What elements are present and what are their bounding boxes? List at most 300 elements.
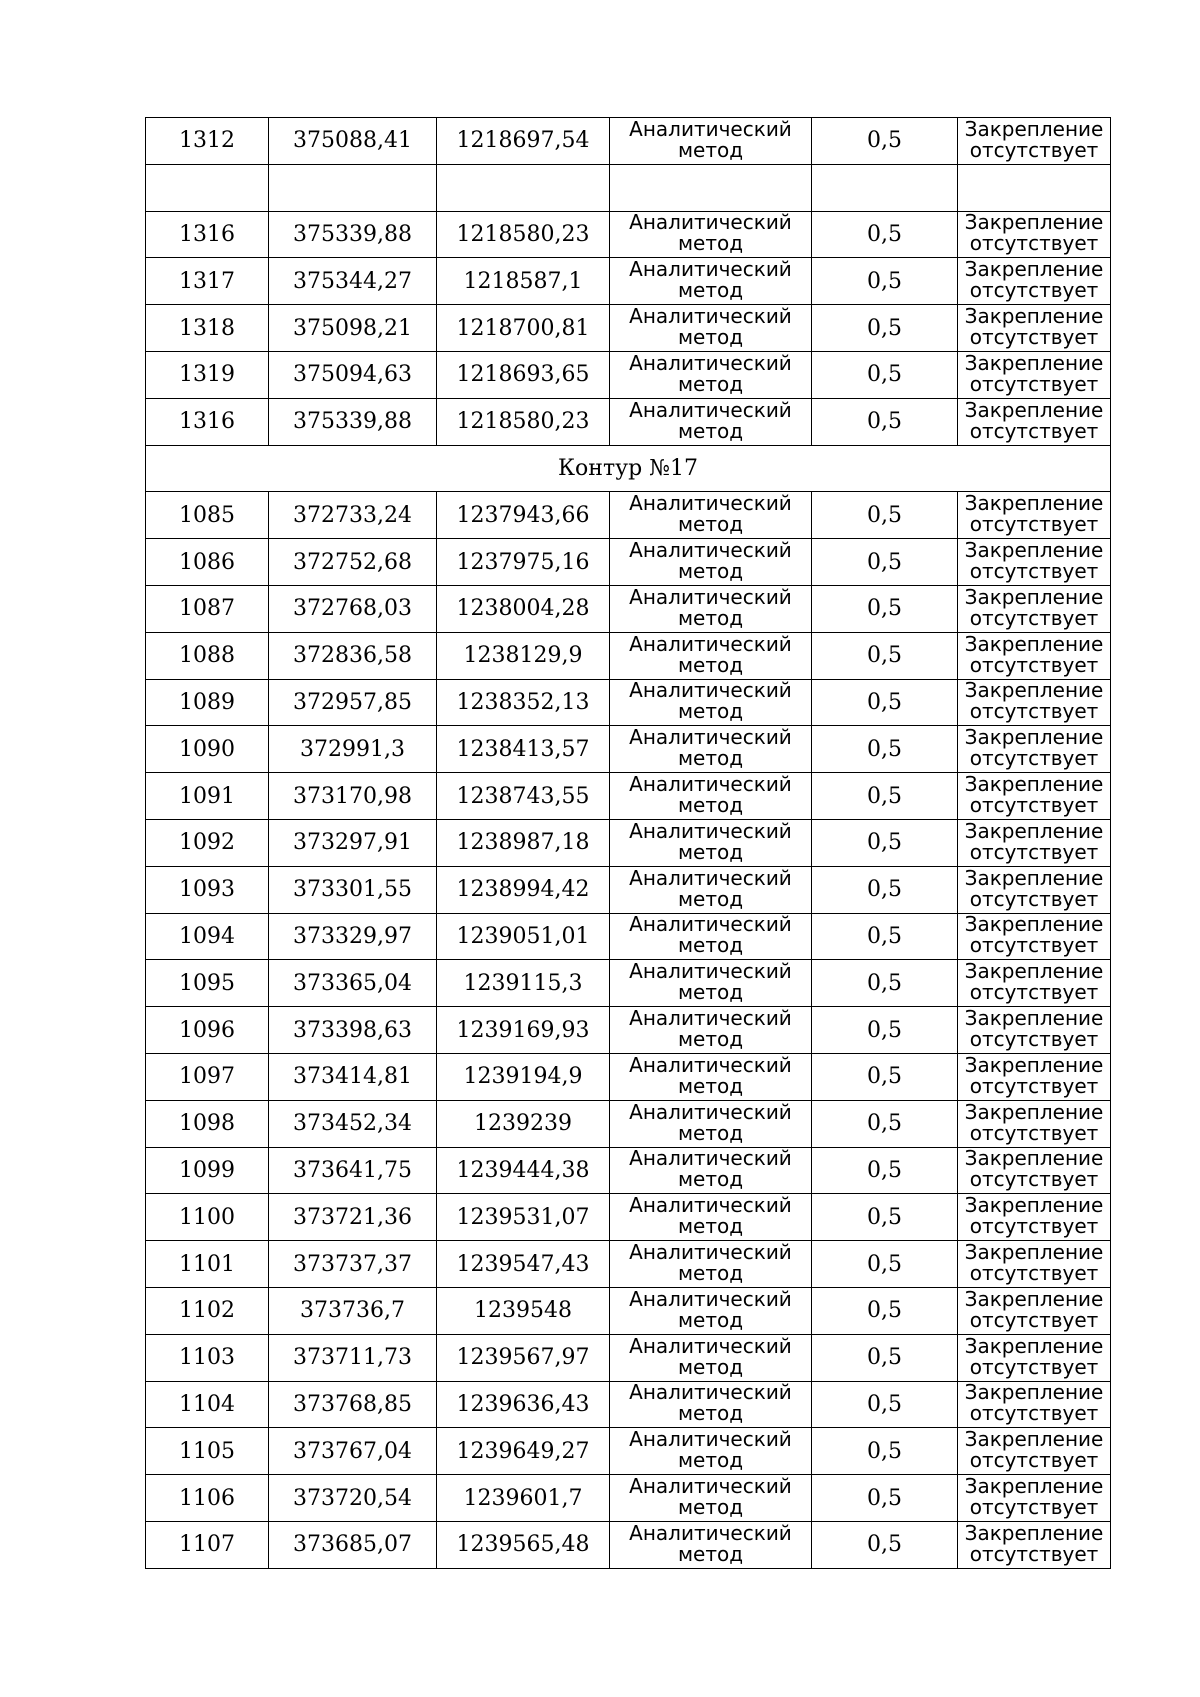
accuracy-cell: 0,5 [812,1007,958,1054]
method-line-1: Аналитический [629,538,792,563]
method-line-1: Аналитический [629,1474,792,1498]
table-row [146,1381,1111,1428]
x-coordinate-cell: 373720,54 [269,1475,437,1522]
table-row [146,1521,1111,1568]
y-coordinate-cell: 1218580,23 [437,398,610,445]
method-line-2: метод [677,325,744,350]
fixation-cell [958,679,1111,726]
y-coordinate-cell: 1239531,07 [437,1194,610,1241]
y-coordinate-cell: 1238352,13 [437,679,610,726]
method-line-2: метод [677,231,744,256]
method-cell [610,1381,812,1428]
point-number-cell: 1101 [146,1241,269,1288]
fixation-cell [958,773,1111,820]
method-line-1: Аналитический [629,398,792,422]
fixation-cell [958,351,1111,398]
point-number-cell: 1316 [146,398,269,445]
method-cell [610,1100,812,1147]
y-coordinate-cell: 1218587,1 [437,258,610,305]
x-coordinate-cell: 373737,37 [269,1241,437,1288]
method-line-2: метод [677,605,744,630]
fixation-cell [958,632,1111,679]
method-cell [610,305,812,352]
fixation-cell [958,1334,1111,1381]
fixation-line-2: отсутствует [969,278,1099,303]
accuracy-cell: 0,5 [812,1241,958,1288]
table-row [146,258,1111,305]
fixation-line-2: отсутствует [969,699,1099,724]
y-coordinate-cell: 1239169,93 [437,1007,610,1054]
y-coordinate-cell: 1238413,57 [437,726,610,773]
point-number-cell: 1096 [146,1007,269,1054]
y-coordinate-cell: 1239051,01 [437,913,610,960]
method-cell [610,1194,812,1241]
fixation-line-1: Закрепление [964,1521,1104,1545]
method-line-1: Аналитический [629,1053,792,1077]
accuracy-cell: 0,5 [812,1381,958,1428]
y-coordinate-cell: 1218580,23 [437,211,610,258]
method-line-2: метод [677,1073,744,1098]
y-coordinate-cell: 1239636,43 [437,1381,610,1428]
method-line-1: Аналитический [629,1427,792,1452]
fixation-cell [958,118,1111,165]
method-line-2: метод [677,1401,744,1426]
method-cell [610,866,812,913]
method-line-2: метод [677,746,744,771]
x-coordinate-cell: 373641,75 [269,1147,437,1194]
fixation-cell [958,539,1111,586]
method-cell [610,1475,812,1522]
accuracy-cell: 0,5 [812,819,958,866]
method-line-1: Аналитический [629,1521,792,1545]
fixation-cell [958,492,1111,539]
point-number-cell: 1319 [146,351,269,398]
method-line-1: Аналитический [629,1193,792,1218]
point-number-cell: 1102 [146,1287,269,1334]
fixation-cell [958,960,1111,1007]
method-line-1: Аналитический [629,351,792,375]
method-line-1: Аналитический [629,632,792,656]
method-cell [610,960,812,1007]
y-coordinate-cell: 1239565,48 [437,1521,610,1568]
x-coordinate-cell: 372733,24 [269,492,437,539]
table-row [146,913,1111,960]
method-line-2: метод [677,1027,744,1052]
method-cell [610,585,812,632]
fixation-line-1: Закрепление [964,632,1104,656]
accuracy-cell: 0,5 [812,1428,958,1475]
method-line-2: метод [677,980,744,1005]
fixation-line-2: отсутствует [969,933,1099,958]
empty-cell [146,164,269,211]
fixation-cell [958,585,1111,632]
fixation-line-1: Закрепление [964,1193,1104,1218]
fixation-line-2: отсутствует [969,1027,1099,1052]
fixation-cell [958,1475,1111,1522]
point-number-cell: 1092 [146,819,269,866]
table-row [146,1147,1111,1194]
x-coordinate-cell: 373768,85 [269,1381,437,1428]
empty-cell [958,164,1111,211]
table-row [146,960,1111,1007]
method-cell [610,258,812,305]
accuracy-cell: 0,5 [812,585,958,632]
method-line-1: Аналитический [629,1334,792,1358]
table-row [146,1287,1111,1334]
method-line-1: Аналитический [629,211,792,235]
method-cell [610,726,812,773]
empty-cell [269,164,437,211]
fixation-line-2: отсутствует [969,839,1099,864]
y-coordinate-cell: 1239567,97 [437,1334,610,1381]
fixation-line-1: Закрепление [964,1381,1104,1405]
x-coordinate-cell: 375339,88 [269,398,437,445]
point-number-cell: 1085 [146,492,269,539]
table-row [146,305,1111,352]
point-number-cell: 1107 [146,1521,269,1568]
x-coordinate-cell: 372957,85 [269,679,437,726]
method-line-1: Аналитический [629,1240,792,1265]
table-row [146,585,1111,632]
x-coordinate-cell: 373711,73 [269,1334,437,1381]
x-coordinate-cell: 375098,21 [269,305,437,352]
table-row [146,211,1111,258]
y-coordinate-cell: 1218700,81 [437,305,610,352]
fixation-line-2: отсутствует [969,371,1099,396]
fixation-cell [958,1194,1111,1241]
method-line-2: метод [677,886,744,911]
fixation-line-1: Закрепление [964,117,1104,141]
fixation-line-1: Закрепление [964,959,1104,984]
accuracy-cell: 0,5 [812,211,958,258]
x-coordinate-cell: 372752,68 [269,539,437,586]
blank-row [146,164,1111,211]
method-line-2: метод [677,559,744,584]
method-cell [610,913,812,960]
fixation-line-1: Закрепление [964,1240,1104,1265]
fixation-line-2: отсутствует [969,1495,1099,1519]
table-row [146,118,1111,165]
method-cell [610,492,812,539]
fixation-line-1: Закрепление [964,398,1104,422]
point-number-cell: 1088 [146,632,269,679]
point-number-cell: 1099 [146,1147,269,1194]
coordinates-table-body [146,118,1111,1569]
accuracy-cell: 0,5 [812,1475,958,1522]
fixation-line-1: Закрепление [964,1474,1104,1498]
method-cell [610,632,812,679]
y-coordinate-cell: 1238129,9 [437,632,610,679]
x-coordinate-cell: 373414,81 [269,1053,437,1100]
fixation-line-1: Закрепление [964,1100,1104,1124]
method-line-2: метод [677,1261,744,1286]
fixation-line-2: отсутствует [969,1307,1099,1332]
method-line-2: метод [677,699,744,724]
table-row [146,632,1111,679]
method-cell [610,1147,812,1194]
fixation-line-1: Закрепление [964,866,1104,890]
fixation-line-2: отсутствует [969,137,1099,162]
method-line-2: метод [677,1354,744,1379]
fixation-cell [958,1147,1111,1194]
fixation-line-2: отсутствует [969,1167,1099,1192]
x-coordinate-cell: 372768,03 [269,585,437,632]
fixation-line-1: Закрепление [964,913,1104,937]
fixation-line-1: Закрепление [964,351,1104,375]
point-number-cell: 1087 [146,585,269,632]
fixation-line-1: Закрепление [964,1334,1104,1358]
fixation-cell [958,726,1111,773]
fixation-cell [958,1007,1111,1054]
x-coordinate-cell: 375094,63 [269,351,437,398]
y-coordinate-cell: 1237943,66 [437,492,610,539]
method-line-2: метод [677,137,744,162]
method-line-2: метод [677,1541,744,1566]
fixation-line-2: отсутствует [969,793,1099,818]
fixation-line-2: отсутствует [969,1214,1099,1239]
method-line-1: Аналитический [629,679,792,703]
table-row [146,1334,1111,1381]
point-number-cell: 1104 [146,1381,269,1428]
method-line-1: Аналитический [629,257,792,282]
method-line-1: Аналитический [629,117,792,141]
method-cell [610,118,812,165]
accuracy-cell: 0,5 [812,351,958,398]
method-line-2: метод [677,1214,744,1239]
accuracy-cell: 0,5 [812,1521,958,1568]
fixation-line-1: Закрепление [964,1427,1104,1452]
fixation-line-1: Закрепление [964,725,1104,750]
method-cell [610,398,812,445]
fixation-line-2: отсутствует [969,325,1099,350]
x-coordinate-cell: 373170,98 [269,773,437,820]
y-coordinate-cell: 1239649,27 [437,1428,610,1475]
fixation-cell [958,1521,1111,1568]
method-cell [610,1521,812,1568]
method-cell [610,773,812,820]
x-coordinate-cell: 373767,04 [269,1428,437,1475]
method-line-2: метод [677,793,744,818]
fixation-line-2: отсутствует [969,1541,1099,1566]
y-coordinate-cell: 1239444,38 [437,1147,610,1194]
fixation-line-1: Закрепление [964,257,1104,282]
method-line-1: Аналитический [629,1006,792,1031]
fixation-cell [958,1241,1111,1288]
y-coordinate-cell: 1239194,9 [437,1053,610,1100]
method-cell [610,1428,812,1475]
method-line-2: метод [677,1495,744,1519]
fixation-line-1: Закрепление [964,819,1104,843]
fixation-line-2: отсутствует [969,1401,1099,1426]
accuracy-cell: 0,5 [812,305,958,352]
method-line-2: метод [677,512,744,537]
table-row [146,351,1111,398]
coordinates-table [145,117,1111,1569]
y-coordinate-cell: 1238987,18 [437,819,610,866]
y-coordinate-cell: 1237975,16 [437,539,610,586]
x-coordinate-cell: 372991,3 [269,726,437,773]
y-coordinate-cell: 1218697,54 [437,118,610,165]
x-coordinate-cell: 375344,27 [269,258,437,305]
x-coordinate-cell: 373297,91 [269,819,437,866]
fixation-line-1: Закрепление [964,1006,1104,1031]
point-number-cell: 1093 [146,866,269,913]
accuracy-cell: 0,5 [812,1194,958,1241]
empty-cell [812,164,958,211]
method-line-2: метод [677,1167,744,1192]
table-row [146,1475,1111,1522]
method-cell [610,1007,812,1054]
fixation-line-2: отсутствует [969,1448,1099,1473]
method-cell [610,1241,812,1288]
accuracy-cell: 0,5 [812,866,958,913]
point-number-cell: 1106 [146,1475,269,1522]
y-coordinate-cell: 1239548 [437,1287,610,1334]
fixation-cell [958,913,1111,960]
fixation-line-2: отсутствует [969,231,1099,256]
y-coordinate-cell: 1239547,43 [437,1241,610,1288]
table-row [146,819,1111,866]
fixation-line-1: Закрепление [964,772,1104,797]
section-row [146,445,1111,492]
method-line-1: Аналитический [629,304,792,329]
table-row [146,1428,1111,1475]
fixation-cell [958,211,1111,258]
x-coordinate-cell: 373736,7 [269,1287,437,1334]
x-coordinate-cell: 375088,41 [269,118,437,165]
x-coordinate-cell: 372836,58 [269,632,437,679]
x-coordinate-cell: 373721,36 [269,1194,437,1241]
fixation-cell [958,258,1111,305]
accuracy-cell: 0,5 [812,1147,958,1194]
fixation-line-2: отсутствует [969,512,1099,537]
accuracy-cell: 0,5 [812,773,958,820]
table-row [146,398,1111,445]
method-line-2: метод [677,1307,744,1332]
point-number-cell: 1094 [146,913,269,960]
point-number-cell: 1312 [146,118,269,165]
fixation-line-1: Закрепление [964,1287,1104,1311]
table-row [146,726,1111,773]
x-coordinate-cell: 373685,07 [269,1521,437,1568]
y-coordinate-cell: 1239239 [437,1100,610,1147]
table-row [146,1100,1111,1147]
fixation-line-1: Закрепление [964,1147,1104,1171]
y-coordinate-cell: 1239115,3 [437,960,610,1007]
accuracy-cell: 0,5 [812,632,958,679]
accuracy-cell: 0,5 [812,1287,958,1334]
fixation-line-2: отсутствует [969,559,1099,584]
fixation-cell [958,819,1111,866]
fixation-cell [958,866,1111,913]
x-coordinate-cell: 375339,88 [269,211,437,258]
method-line-1: Аналитический [629,1287,792,1311]
fixation-cell [958,305,1111,352]
point-number-cell: 1105 [146,1428,269,1475]
accuracy-cell: 0,5 [812,398,958,445]
fixation-line-2: отсутствует [969,1073,1099,1098]
method-cell [610,351,812,398]
point-number-cell: 1100 [146,1194,269,1241]
section-title: Контур №17 [146,445,1111,492]
accuracy-cell: 0,5 [812,258,958,305]
table-row [146,679,1111,726]
method-line-2: метод [677,1448,744,1473]
method-cell [610,211,812,258]
point-number-cell: 1317 [146,258,269,305]
fixation-line-1: Закрепление [964,1053,1104,1077]
y-coordinate-cell: 1238743,55 [437,773,610,820]
method-line-2: метод [677,1120,744,1145]
empty-cell [437,164,610,211]
fixation-cell [958,1428,1111,1475]
point-number-cell: 1090 [146,726,269,773]
method-line-2: метод [677,933,744,958]
table-row [146,1241,1111,1288]
accuracy-cell: 0,5 [812,679,958,726]
fixation-line-2: отсутствует [969,1354,1099,1379]
accuracy-cell: 0,5 [812,1100,958,1147]
table-row [146,539,1111,586]
fixation-line-2: отсутствует [969,1261,1099,1286]
method-cell [610,819,812,866]
fixation-line-2: отсутствует [969,418,1099,443]
fixation-line-2: отсутствует [969,886,1099,911]
x-coordinate-cell: 373452,34 [269,1100,437,1147]
method-line-1: Аналитический [629,866,792,890]
accuracy-cell: 0,5 [812,726,958,773]
method-line-1: Аналитический [629,1381,792,1405]
method-line-1: Аналитический [629,491,792,516]
point-number-cell: 1316 [146,211,269,258]
point-number-cell: 1098 [146,1100,269,1147]
method-line-2: метод [677,278,744,303]
accuracy-cell: 0,5 [812,1053,958,1100]
method-cell [610,1287,812,1334]
fixation-cell [958,1100,1111,1147]
fixation-line-2: отсутствует [969,746,1099,771]
point-number-cell: 1091 [146,773,269,820]
accuracy-cell: 0,5 [812,118,958,165]
y-coordinate-cell: 1238994,42 [437,866,610,913]
empty-cell [610,164,812,211]
y-coordinate-cell: 1238004,28 [437,585,610,632]
method-cell [610,1334,812,1381]
point-number-cell: 1097 [146,1053,269,1100]
point-number-cell: 1086 [146,539,269,586]
method-line-1: Аналитический [629,959,792,984]
method-line-2: метод [677,418,744,443]
point-number-cell: 1089 [146,679,269,726]
table-row [146,1053,1111,1100]
fixation-line-1: Закрепление [964,304,1104,329]
fixation-line-1: Закрепление [964,679,1104,703]
fixation-line-2: отсутствует [969,1120,1099,1145]
method-line-1: Аналитический [629,913,792,937]
method-line-2: метод [677,371,744,396]
x-coordinate-cell: 373398,63 [269,1007,437,1054]
fixation-line-2: отсутствует [969,605,1099,630]
x-coordinate-cell: 373365,04 [269,960,437,1007]
fixation-line-1: Закрепление [964,585,1104,609]
method-line-1: Аналитический [629,772,792,797]
table-row [146,492,1111,539]
y-coordinate-cell: 1218693,65 [437,351,610,398]
point-number-cell: 1103 [146,1334,269,1381]
fixation-line-1: Закрепление [964,538,1104,563]
method-cell [610,679,812,726]
method-cell [610,1053,812,1100]
